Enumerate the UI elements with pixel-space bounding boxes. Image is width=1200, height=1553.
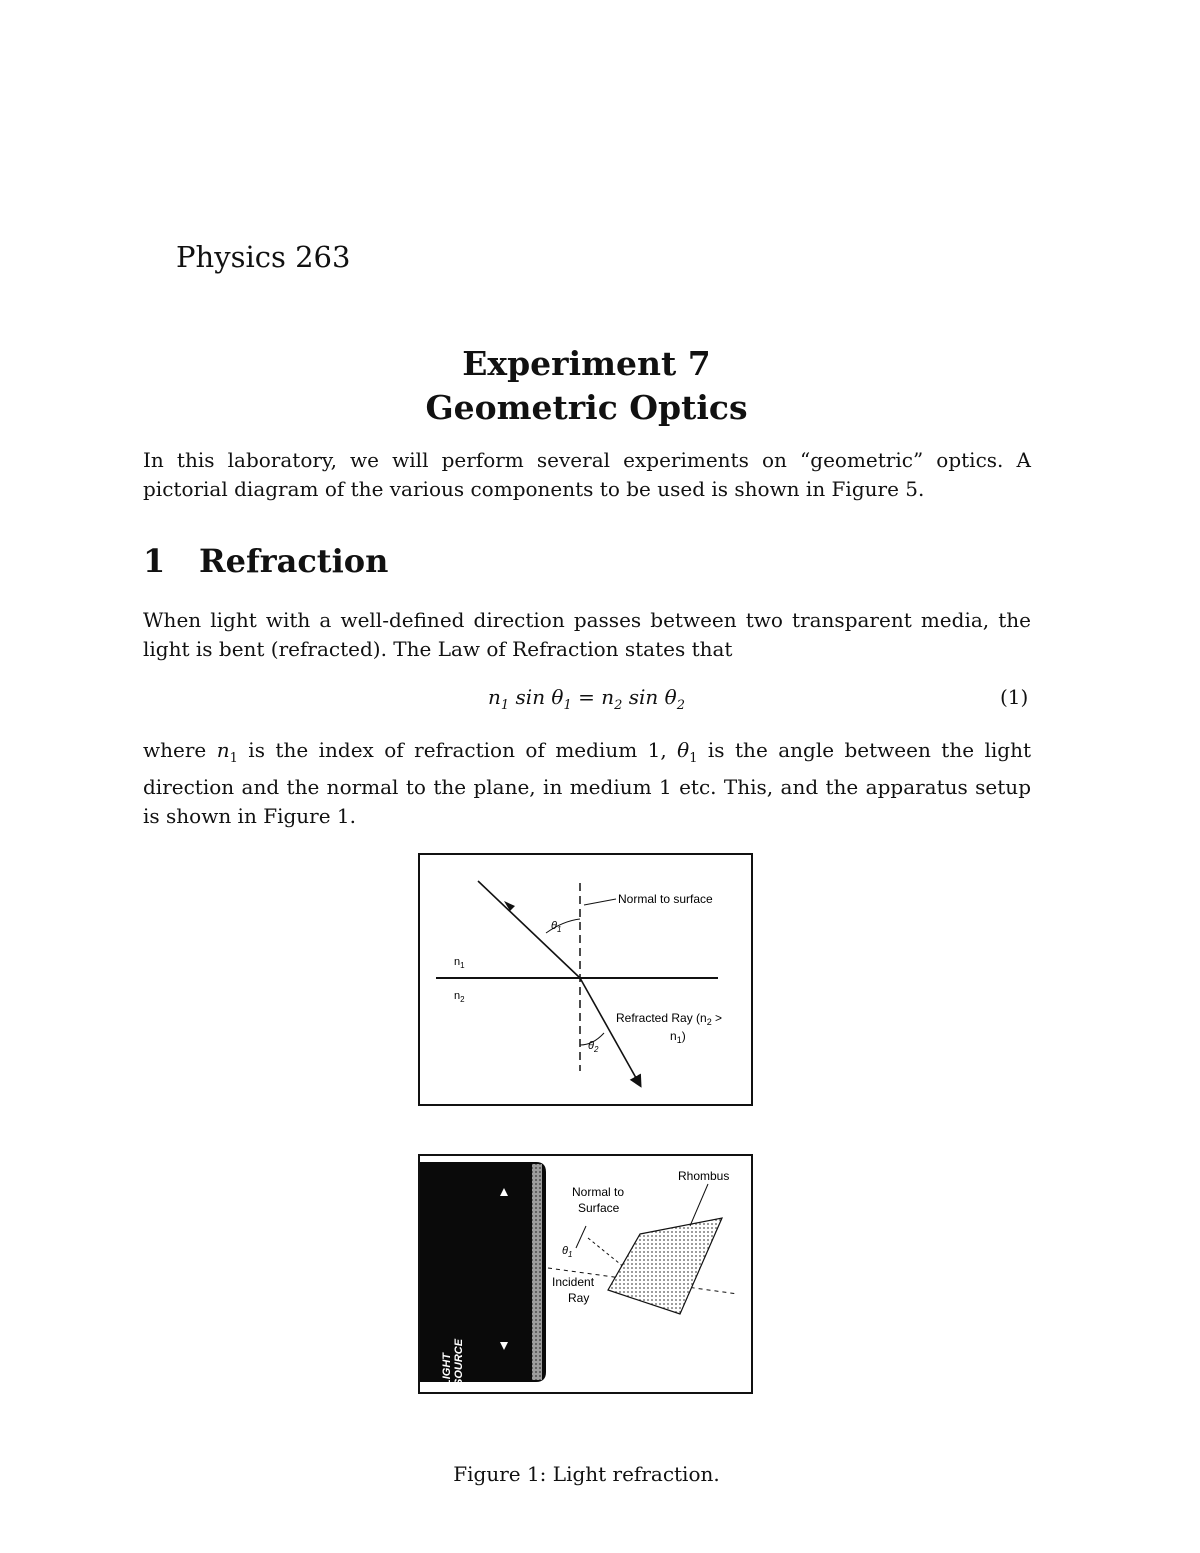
n2-label: $n_2$ — [454, 990, 465, 1004]
n1-label: $n_1$ — [454, 956, 465, 970]
definition-paragraph — [143, 736, 1031, 831]
figure-caption: Figure 1: Light refraction. — [453, 1462, 720, 1486]
p3-theta: θ — [677, 738, 690, 762]
normal-pointer — [576, 1226, 586, 1248]
apparatus-diagram — [418, 1154, 753, 1394]
p3-part1: where — [143, 738, 217, 762]
section-title: Refraction — [199, 542, 389, 580]
rhombus-label: Rhombus — [678, 1169, 730, 1183]
refraction-paragraph: When light with a well-defined direction passes between two transparent media, the light is bent (refracted). The Law of Refraction states that — [143, 608, 1031, 661]
theta2-label: $\theta_2$ — [588, 1040, 599, 1054]
eq-sub3: 2 — [614, 698, 623, 713]
incident-ray — [478, 881, 580, 978]
theta1-label: $\theta_1$ — [562, 1245, 573, 1259]
eq-sub1: 1 — [500, 698, 510, 713]
normal-to-surface-line2: Surface — [578, 1201, 620, 1215]
intro-paragraph: In this laboratory, we will perform several experiments on “geometric” optics. A pictorial diagram of the various components to be used is shown in Figure 5. — [143, 448, 1031, 501]
incident-ray-label-line1: Incident — [552, 1275, 595, 1289]
p3-part3: is the angle between the light direction and the normal to the plane, in medium 1 etc. This, and the apparatus setup is shown in Figure 1. — [143, 738, 1032, 828]
experiment-subtitle: Geometric Optics — [425, 388, 748, 427]
course-header: Physics 263 — [176, 240, 351, 274]
eq-sin2: sin θ — [622, 685, 677, 709]
section-number: 1 — [143, 542, 166, 580]
eq-sub4: 2 — [676, 698, 685, 713]
p3-n: n — [216, 738, 230, 762]
snell-law-equation — [0, 685, 1173, 713]
normal-to-surface-label: Normal to surface — [618, 892, 713, 906]
incident-ray-label-line2: Ray — [568, 1291, 590, 1305]
refracted-ray-label-line2: $n_1$) — [670, 1029, 686, 1045]
theta1-label: $\theta_1$ — [551, 920, 562, 934]
eq-sub2: 1 — [563, 698, 572, 713]
rhombus-prism — [608, 1218, 722, 1314]
rhombus-pointer — [690, 1184, 708, 1226]
refracted-ray — [580, 978, 640, 1085]
experiment-title: Experiment 7 — [462, 344, 711, 383]
light-source-edge — [532, 1164, 542, 1380]
equation-number: (1) — [1000, 685, 1029, 709]
light-source-label: LIGHTSOURCE — [441, 1338, 465, 1386]
refracted-ray-label-line1: Refracted Ray ($n_2$ > — [616, 1011, 723, 1027]
eq-n2: n — [601, 685, 615, 709]
normal-pointer — [584, 899, 616, 905]
eq-sin1: sin θ — [509, 685, 564, 709]
normal-to-surface-line1: Normal to — [572, 1185, 625, 1199]
incident-ray-arrowhead — [504, 901, 515, 911]
p3-thetasub: 1 — [689, 751, 698, 766]
eq-equals: = — [571, 685, 602, 709]
p3-nsub: 1 — [229, 751, 238, 766]
p3-part2: is the index of refraction of medium 1, — [237, 738, 678, 762]
eq-n1: n — [488, 685, 501, 709]
light-source-box — [420, 1162, 546, 1382]
refraction-diagram — [418, 853, 753, 1106]
